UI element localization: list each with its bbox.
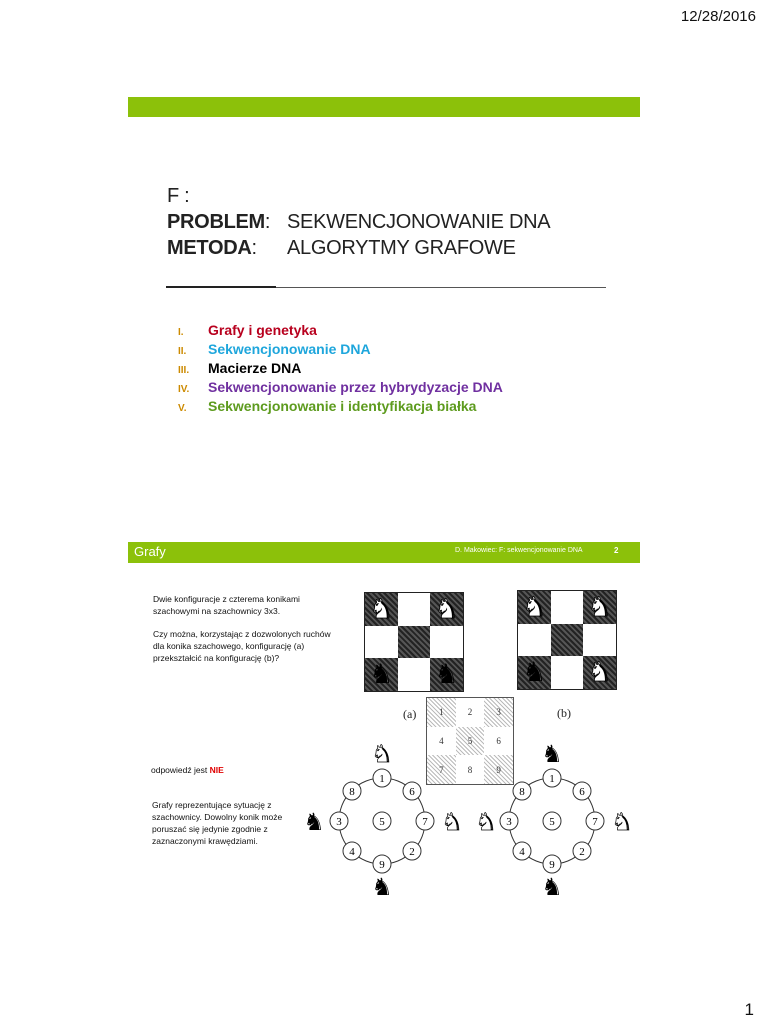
black-knight-icon: ♞ [541,742,563,768]
node-label: 3 [506,816,512,828]
toc-label: Grafy i genetyka [208,322,317,338]
page-date: 12/28/2016 [680,8,756,25]
white-knight-icon: ♞ [369,593,394,625]
graph-node [543,812,561,830]
problem-value: SEKWENCJONOWANIE DNA [287,211,551,233]
board-cell [430,626,463,659]
slide1-title [167,183,550,261]
black-knight-icon: ♞ [541,875,563,900]
toc-label: Sekwencjonowanie i identyfikacja białka [208,398,477,414]
problem-key: PROBLEM [167,211,265,233]
node-label: 4 [519,846,525,858]
node-label: 3 [336,816,342,828]
chessboard-b [517,590,617,690]
node-label: 8 [349,786,355,798]
black-knight-icon: ♞ [369,659,394,691]
node-label: 5 [549,816,555,828]
slide2-number: 2 [614,546,619,555]
black-knight-icon: ♞ [303,810,325,836]
slide2-footer: D. Makowiec: F: sekwencjonowanie DNA [455,547,583,554]
board-cell [583,656,616,689]
white-knight-icon: ♞ [587,591,612,623]
node-label: 7 [422,816,428,828]
board-cell [518,656,551,689]
board-cell [551,591,584,624]
board-cell [518,624,551,657]
board-cell [430,658,463,691]
graph-node [330,812,348,830]
board-cell [398,626,431,659]
board-cell [518,591,551,624]
toc-item [178,321,503,340]
toc-number: II. [178,346,187,357]
knight-graph-b [470,740,638,900]
graph-node [403,782,421,800]
node-label: 7 [592,816,598,828]
toc-label: Macierze DNA [208,360,302,376]
graph-description: Grafy reprezentujące sytuację z szachownicy. Dowolny konik może poruszać się jedynie zgodnie z zaznaczonymi krawędziami. [152,800,283,846]
numbered-cell: 8 [467,764,473,775]
board-cell [365,593,398,626]
node-label: 8 [519,786,525,798]
numbered-cell: 1 [427,698,456,727]
toc-item [178,340,503,359]
answer-prefix: odpowiedź jest [151,765,208,775]
board-cell [398,658,431,691]
caption-b: (b) [557,706,571,720]
toc-label: Sekwencjonowanie przez hybrydyzacje DNA [208,379,503,395]
white-knight-icon: ♞ [434,593,459,625]
slide2-title: Grafy [134,544,166,559]
graph-node [343,782,361,800]
white-knight-icon: ♞ [441,810,463,836]
node-label: 9 [549,859,555,871]
board-cell [430,593,463,626]
white-knight-icon: ♞ [611,810,633,836]
method-key: METODA [167,237,252,259]
board-cell [583,591,616,624]
title-line-1: F : [167,185,190,207]
intro-text: Dwie konfiguracje z czterema konikami szachowymi na szachownicy 3x3. [153,594,300,616]
node-label: 6 [579,786,585,798]
answer-value: NIE [209,765,224,775]
toc-item [178,397,503,416]
numbered-cell: 6 [496,735,501,746]
graph-node [343,842,361,860]
toc-number: III. [178,365,190,376]
graph-node [403,842,421,860]
toc-item [178,359,503,378]
toc-number: IV. [178,384,190,395]
numbered-cell: 3 [484,698,513,727]
board-cell [551,656,584,689]
title-line-3: METODA: ALGORYTMY GRAFOWE [167,237,516,259]
toc-item [178,378,503,397]
table-of-contents [178,321,503,416]
node-label: 4 [349,846,355,858]
node-label: 9 [379,859,385,871]
title-divider-accent [166,286,276,288]
slide1-accent-bar [128,97,640,117]
graph-node [543,855,561,873]
board-cell [365,658,398,691]
black-knight-icon: ♞ [434,659,459,691]
white-knight-icon: ♞ [522,591,547,623]
page-number: 1 [744,1000,754,1019]
toc-label: Sekwencjonowanie DNA [208,341,371,357]
white-knight-icon: ♞ [587,657,612,689]
white-knight-icon: ♞ [371,742,393,768]
graph-node [513,782,531,800]
node-label: 2 [579,846,585,858]
numbered-cell: 2 [467,707,473,718]
board-cell [551,624,584,657]
graph-node [416,812,434,830]
numbered-cell: 5 [456,727,485,756]
numbered-cell: 7 [427,755,456,784]
board-cell [398,593,431,626]
graph-node [373,769,391,787]
node-label: 2 [409,846,415,858]
numbered-cell: 9 [484,755,513,784]
node-label: 1 [549,773,555,785]
method-value: ALGORYTMY GRAFOWE [287,237,516,259]
toc-number: V. [178,403,187,414]
graph-node [543,769,561,787]
node-label: 6 [409,786,415,798]
graph-node [573,782,591,800]
graph-node [586,812,604,830]
board-cell [583,624,616,657]
graph-node [573,842,591,860]
caption-a: (a) [403,707,417,721]
black-knight-icon: ♞ [522,657,547,689]
node-label: 1 [379,773,385,785]
black-knight-icon: ♞ [371,875,393,900]
node-label: 5 [379,816,385,828]
graph-node [373,855,391,873]
white-knight-icon: ♞ [475,810,497,836]
toc-number: I. [178,327,184,338]
answer-text [151,764,224,776]
graph-node [500,812,518,830]
chessboard-a [364,592,464,692]
graph-node [513,842,531,860]
knight-graph-a [300,740,468,900]
board-cell [365,626,398,659]
title-line-2: PROBLEM: SEKWENCJONOWANIE DNA [167,211,551,233]
graph-node [373,812,391,830]
question-text: Czy można, korzystając z dozwolonych ruchów dla konika szachowego, konfigurację (a) przekształcić na konfigurację (b)? [153,629,331,663]
numbered-cell: 4 [439,735,444,746]
